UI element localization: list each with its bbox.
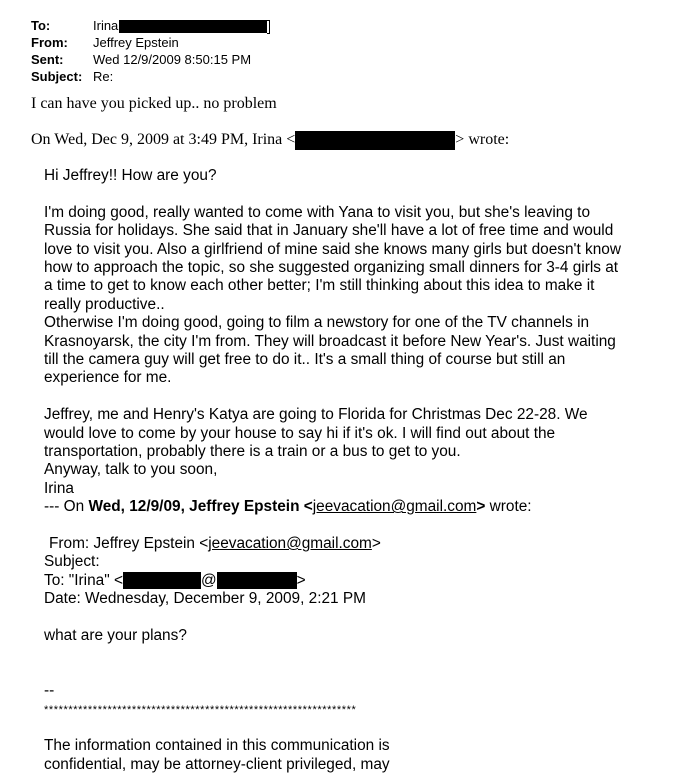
paragraph-line: Russia for holidays. She said that in January she'll have a lot of free time and would — [44, 222, 614, 240]
confidentiality-line: The information contained in this communication is — [44, 737, 390, 755]
paragraph-line: Jeffrey, me and Henry's Katya are going to Florida for Christmas Dec 22-28. We — [44, 406, 588, 424]
message-body — [44, 167, 669, 774]
paragraph-line: love to visit you. Also a girlfriend of mine said she knows many girls but doesn't know — [44, 240, 621, 258]
nested-attribution: --- On Wed, 12/9/09, Jeffrey Epstein <jeevacation@gmail.com> wrote: — [44, 498, 532, 516]
paragraph-line: I'm doing good, really wanted to come with Yana to visit you, but she's leaving to — [44, 203, 590, 221]
paragraph-line: would love to come by your house to say hi if it's ok. I will find out about the — [44, 424, 556, 442]
paragraph-line: Krasnoyarsk, the city I'm from. They will broadcast it before New Year's. Just waiting — [44, 332, 616, 350]
question: what are your plans? — [44, 627, 187, 645]
paragraph-line: transportation, probably there is a train or a bus to get to you. — [44, 443, 461, 461]
signature-dashes: -- — [44, 682, 55, 700]
quote-header-suffix: > wrote: — [455, 131, 510, 149]
nested-subject: Subject: — [44, 553, 100, 571]
email-link[interactable]: jeevacation@gmail.com — [208, 535, 372, 553]
paragraph-line: experience for me. — [44, 369, 172, 387]
nested-from: From: Jeffrey Epstein <jeevacation@gmail.com> — [49, 535, 381, 553]
sent-label: Sent: — [31, 52, 64, 67]
redaction-bar — [123, 572, 201, 589]
subject-value: Re: — [93, 69, 114, 84]
sent-value: Wed 12/9/2009 8:50:15 PM — [93, 52, 252, 67]
nested-to: To: "Irina" < @ > — [44, 571, 306, 589]
from-value: Jeffrey Epstein — [93, 35, 179, 50]
paragraph-line: Otherwise I'm doing good, going to film a newstory for one of the TV channels in — [44, 314, 590, 332]
paragraph-line: a time to get to know each other better; I'm still thinking about this idea to make it — [44, 277, 595, 295]
email-link[interactable]: jeevacation@gmail.com — [312, 498, 477, 516]
from-label: From: — [31, 35, 68, 50]
nested-header — [44, 535, 669, 553]
redaction-bar — [295, 131, 455, 150]
quote-header — [31, 131, 509, 150]
subject-label: Subject: — [31, 69, 83, 84]
nested-date: Date: Wednesday, December 9, 2009, 2:21 PM — [44, 590, 366, 608]
redaction-bar — [119, 20, 267, 33]
reply-text: I can have you picked up.. no problem — [31, 95, 277, 112]
to-value: Irina — [93, 17, 270, 34]
paragraph-line: how to approach the topic, so she suggested organizing small dinners for 3-4 girls at — [44, 259, 619, 277]
to-label: To: — [31, 18, 51, 33]
paragraph-line: really productive.. — [44, 295, 165, 313]
redaction-bar — [217, 572, 297, 589]
greeting: Hi Jeffrey!! How are you? — [44, 167, 217, 184]
quote-header-prefix: On Wed, Dec 9, 2009 at 3:49 PM, Irina < — [31, 131, 296, 149]
paragraph-line: Anyway, talk to you soon, — [44, 461, 218, 479]
confidentiality-line: confidential, may be attorney-client privileged, may — [44, 755, 390, 773]
star-separator: **************************************************************** — [44, 703, 357, 716]
paragraph-line: till the camera guy will get free to do it.. It's a small thing of course but still an — [44, 351, 566, 369]
signature: Irina — [44, 479, 74, 497]
